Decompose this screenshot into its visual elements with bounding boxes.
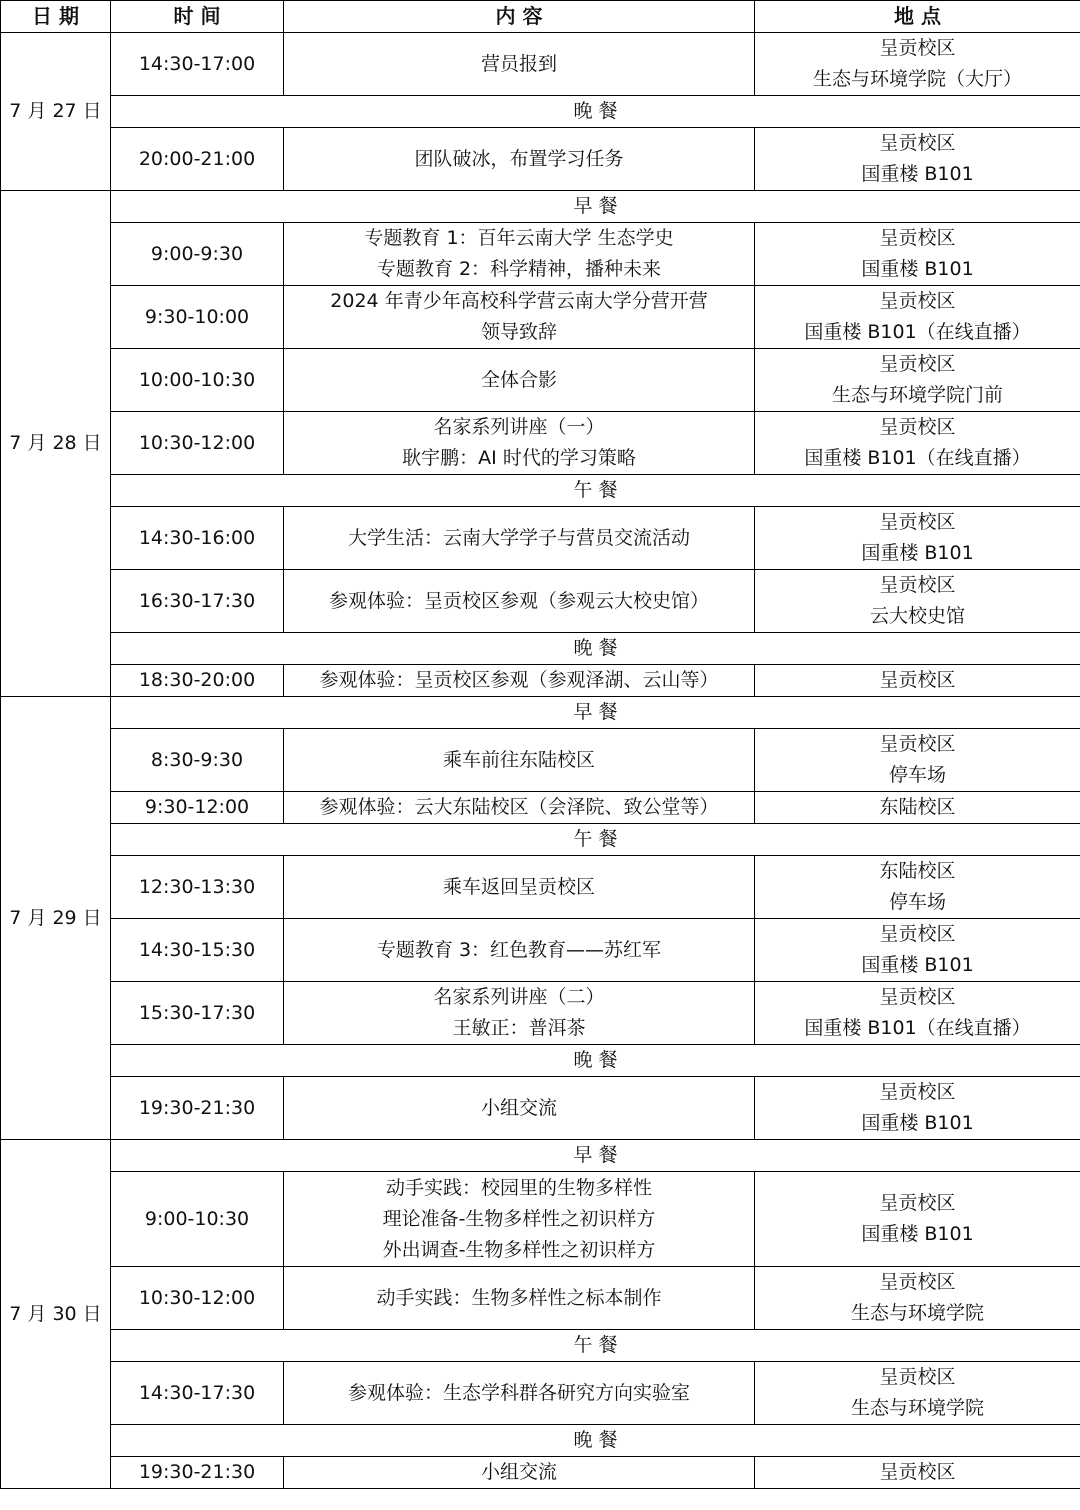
- place-line: 呈贡校区: [879, 986, 956, 1008]
- content-line: 名家系列讲座（一）: [433, 416, 605, 438]
- time-cell: 20:00-21:00: [111, 128, 284, 191]
- meal-label: 晚 餐: [111, 96, 1080, 128]
- date-cell: 7 月 28 日: [1, 191, 111, 697]
- place-line: 呈贡校区: [879, 923, 956, 945]
- content-cell: [284, 349, 755, 412]
- place-line: 呈贡校区: [879, 416, 956, 438]
- content-line: 2024 年青少年高校科学营云南大学分营开营: [330, 290, 708, 312]
- table-row: [1, 1267, 1080, 1330]
- place-cell: [755, 729, 1080, 792]
- place-line: 呈贡校区: [879, 1271, 956, 1293]
- place-line: 呈贡校区: [879, 669, 956, 691]
- table-row: [1, 223, 1080, 286]
- content-cell: [284, 1077, 755, 1140]
- place-cell: [755, 507, 1080, 570]
- meal-row: [1, 475, 1080, 507]
- content-line: 乘车返回呈贡校区: [442, 875, 595, 898]
- content-line: 小组交流: [480, 1096, 557, 1119]
- table-row: [1, 286, 1080, 349]
- content-line: 团队破冰，布置学习任务: [414, 147, 624, 170]
- meal-label: 午 餐: [111, 475, 1080, 507]
- content-cell: [284, 223, 755, 286]
- content-line: 营员报到: [480, 52, 557, 75]
- table-row: [1, 128, 1080, 191]
- meal-row: [1, 96, 1080, 128]
- table-row: [1, 665, 1080, 697]
- meal-row: [1, 1425, 1080, 1457]
- table-row: [1, 1077, 1080, 1140]
- place-line: 国重楼 B101: [861, 1223, 974, 1245]
- table-row: [1, 1172, 1080, 1267]
- table-row: [1, 919, 1080, 982]
- header-time: 时 间: [111, 1, 284, 33]
- meal-row: [1, 1045, 1080, 1077]
- place-line: 生态与环境学院（大厅）: [812, 68, 1022, 90]
- content-cell: [284, 1267, 755, 1330]
- place-cell: [755, 223, 1080, 286]
- place-line: 国重楼 B101（在线直播）: [804, 321, 1031, 343]
- place-line: 呈贡校区: [879, 511, 956, 533]
- meal-label: 早 餐: [111, 697, 1080, 729]
- meal-label: 晚 餐: [111, 1425, 1080, 1457]
- place-line: 呈贡校区: [879, 1461, 956, 1483]
- schedule-body: [1, 33, 1080, 1489]
- place-line: 呈贡校区: [879, 132, 956, 154]
- place-line: 国重楼 B101: [861, 258, 974, 280]
- time-cell: 14:30-17:00: [111, 33, 284, 96]
- content-line: 乘车前往东陆校区: [442, 748, 595, 771]
- content-cell: [284, 792, 755, 824]
- content-cell: [284, 729, 755, 792]
- header-place: 地 点: [755, 1, 1080, 33]
- place-cell: [755, 856, 1080, 919]
- content-cell: [284, 982, 755, 1045]
- content-line: 名家系列讲座（二）: [433, 986, 605, 1008]
- place-line: 国重楼 B101: [861, 954, 974, 976]
- meal-row: [1, 697, 1080, 729]
- meal-row: [1, 1330, 1080, 1362]
- place-line: 生态与环境学院门前: [831, 384, 1003, 406]
- date-cell: 7 月 27 日: [1, 33, 111, 191]
- content-line: 参观体验：呈贡校区参观（参观泽湖、云山等）: [319, 669, 719, 691]
- meal-label: 晚 餐: [111, 633, 1080, 665]
- place-line: 呈贡校区: [879, 1366, 956, 1388]
- place-line: 呈贡校区: [879, 1081, 956, 1103]
- place-cell: [755, 33, 1080, 96]
- content-cell: [284, 665, 755, 697]
- place-line: 东陆校区: [879, 860, 956, 882]
- meal-label: 晚 餐: [111, 1045, 1080, 1077]
- time-cell: 10:00-10:30: [111, 349, 284, 412]
- place-cell: [755, 1457, 1080, 1489]
- header-row: [1, 1, 1080, 33]
- place-line: 呈贡校区: [879, 227, 956, 249]
- place-cell: [755, 1267, 1080, 1330]
- content-line: 耿宇鹏：AI 时代的学习策略: [402, 447, 636, 469]
- content-cell: [284, 919, 755, 982]
- time-cell: 12:30-13:30: [111, 856, 284, 919]
- content-line: 小组交流: [480, 1461, 557, 1483]
- content-line: 参观体验：生态学科群各研究方向实验室: [347, 1381, 690, 1404]
- meal-label: 午 餐: [111, 824, 1080, 856]
- time-cell: 9:30-12:00: [111, 792, 284, 824]
- header-content: 内 容: [284, 1, 755, 33]
- time-cell: 14:30-17:30: [111, 1362, 284, 1425]
- place-cell: [755, 570, 1080, 633]
- place-line: 东陆校区: [879, 796, 956, 818]
- table-row: [1, 1457, 1080, 1489]
- meal-label: 午 餐: [111, 1330, 1080, 1362]
- time-cell: 9:00-10:30: [111, 1172, 284, 1267]
- meal-label: 早 餐: [111, 1140, 1080, 1172]
- header-date: 日 期: [1, 1, 111, 33]
- content-line: 参观体验：云大东陆校区（会泽院、致公堂等）: [319, 796, 719, 818]
- meal-row: [1, 191, 1080, 223]
- time-cell: 15:30-17:30: [111, 982, 284, 1045]
- place-line: 国重楼 B101: [861, 542, 974, 564]
- place-cell: [755, 286, 1080, 349]
- content-cell: [284, 1457, 755, 1489]
- content-cell: [284, 507, 755, 570]
- time-cell: 10:30-12:00: [111, 412, 284, 475]
- place-cell: [755, 1172, 1080, 1267]
- table-row: [1, 33, 1080, 96]
- place-line: 呈贡校区: [879, 1192, 956, 1214]
- place-cell: [755, 412, 1080, 475]
- place-line: 生态与环境学院: [850, 1302, 984, 1324]
- content-cell: [284, 128, 755, 191]
- time-cell: 14:30-16:00: [111, 507, 284, 570]
- content-cell: [284, 286, 755, 349]
- place-line: 国重楼 B101: [861, 163, 974, 185]
- meal-row: [1, 633, 1080, 665]
- content-line: 王敏正：普洱茶: [452, 1017, 586, 1039]
- content-cell: [284, 856, 755, 919]
- meal-row: [1, 824, 1080, 856]
- meal-label: 早 餐: [111, 191, 1080, 223]
- place-line: 国重楼 B101: [861, 1112, 974, 1134]
- table-row: [1, 570, 1080, 633]
- place-cell: [755, 982, 1080, 1045]
- place-cell: [755, 128, 1080, 191]
- content-line: 专题教育 2：科学精神，播种未来: [376, 258, 662, 280]
- content-line: 外出调查-生物多样性之初识样方: [382, 1238, 656, 1261]
- time-cell: 19:30-21:30: [111, 1077, 284, 1140]
- content-cell: [284, 33, 755, 96]
- place-cell: [755, 665, 1080, 697]
- content-line: 动手实践：校园里的生物多样性: [385, 1176, 652, 1199]
- place-line: 停车场: [888, 891, 946, 913]
- time-cell: 9:00-9:30: [111, 223, 284, 286]
- time-cell: 8:30-9:30: [111, 729, 284, 792]
- content-line: 领导致辞: [480, 321, 557, 343]
- content-line: 全体合影: [480, 368, 557, 391]
- place-cell: [755, 1077, 1080, 1140]
- time-cell: 19:30-21:30: [111, 1457, 284, 1489]
- place-line: 呈贡校区: [879, 574, 956, 596]
- content-line: 理论准备-生物多样性之初识样方: [382, 1207, 656, 1230]
- place-line: 国重楼 B101（在线直播）: [804, 447, 1031, 469]
- table-row: [1, 982, 1080, 1045]
- table-row: [1, 412, 1080, 475]
- meal-row: [1, 1140, 1080, 1172]
- content-line: 专题教育 3：红色教育——苏红军: [376, 938, 662, 961]
- content-cell: [284, 570, 755, 633]
- table-row: [1, 856, 1080, 919]
- place-line: 云大校史馆: [869, 605, 965, 627]
- date-cell: 7 月 30 日: [1, 1140, 111, 1489]
- place-cell: [755, 1362, 1080, 1425]
- time-cell: 10:30-12:00: [111, 1267, 284, 1330]
- content-line: 动手实践：生物多样性之标本制作: [376, 1286, 662, 1309]
- content-line: 参观体验：呈贡校区参观（参观云大校史馆）: [328, 589, 709, 612]
- place-cell: [755, 792, 1080, 824]
- content-cell: [284, 1172, 755, 1267]
- place-line: 国重楼 B101（在线直播）: [804, 1017, 1031, 1039]
- table-row: [1, 507, 1080, 570]
- table-row: [1, 792, 1080, 824]
- time-cell: 18:30-20:00: [111, 665, 284, 697]
- content-cell: [284, 1362, 755, 1425]
- time-cell: 9:30-10:00: [111, 286, 284, 349]
- content-cell: [284, 412, 755, 475]
- content-line: 专题教育 1：百年云南大学 生态学史: [364, 227, 674, 249]
- place-line: 呈贡校区: [879, 37, 956, 59]
- place-line: 呈贡校区: [879, 353, 956, 375]
- table-row: [1, 349, 1080, 412]
- table-row: [1, 1362, 1080, 1425]
- time-cell: 16:30-17:30: [111, 570, 284, 633]
- date-cell: 7 月 29 日: [1, 697, 111, 1140]
- place-cell: [755, 349, 1080, 412]
- content-line: 大学生活：云南大学学子与营员交流活动: [347, 526, 690, 549]
- time-cell: 14:30-15:30: [111, 919, 284, 982]
- place-line: 停车场: [888, 764, 946, 786]
- place-cell: [755, 919, 1080, 982]
- place-line: 呈贡校区: [879, 733, 956, 755]
- table-row: [1, 729, 1080, 792]
- place-line: 生态与环境学院: [850, 1397, 984, 1419]
- place-line: 呈贡校区: [879, 290, 956, 312]
